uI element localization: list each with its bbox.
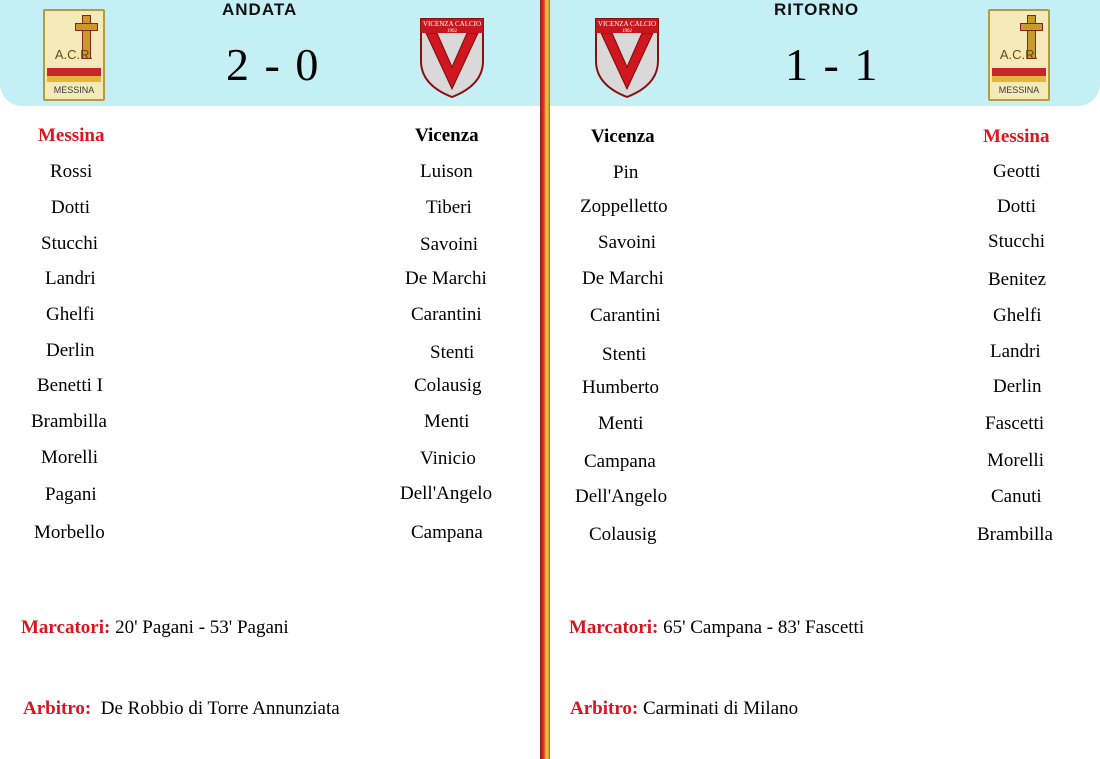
ritorno-home-player: Humberto — [582, 377, 660, 398]
ritorno-away-player: Stucchi — [988, 231, 1045, 252]
andata-home-player: Rossi — [50, 161, 93, 182]
andata-home-player: Morelli — [41, 447, 98, 468]
ritorno-home-player: De Marchi — [582, 268, 664, 289]
ritorno-away-player: Fascetti — [985, 413, 1045, 434]
andata-home-player: Dotti — [51, 197, 91, 218]
andata-home-player: Brambilla — [31, 411, 107, 432]
andata-away-player: De Marchi — [405, 268, 487, 289]
ritorno-referee — [570, 698, 798, 720]
andata-referee-value: De Robbio di Torre Annunziata — [100, 698, 340, 719]
andata-away-team: Vicenza — [415, 125, 479, 146]
svg-text:VICENZA CALCIO: VICENZA CALCIO — [422, 20, 482, 28]
andata-home-player: Morbello — [34, 522, 105, 543]
andata-scorers-label: Marcatori: — [21, 617, 111, 638]
andata-home-player: Stucchi — [41, 233, 98, 254]
vicenza-calcio-crest-icon — [417, 15, 487, 99]
andata-referee-label: Arbitro: — [23, 698, 92, 719]
ritorno-away-player: Dotti — [997, 196, 1037, 217]
andata-away-player: Tiberi — [426, 197, 472, 218]
ritorno-home-player: Stenti — [602, 344, 647, 365]
andata-scorers-value: 20' Pagani - 53' Pagani — [115, 617, 289, 638]
andata-label: ANDATA — [222, 0, 298, 19]
andata-away-player: Menti — [424, 411, 470, 432]
andata-scorers — [21, 617, 289, 639]
ritorno-home-player: Pin — [613, 162, 639, 183]
ritorno-away-player: Landri — [990, 341, 1041, 362]
ritorno-home-player: Colausig — [589, 524, 657, 545]
ritorno-away-player: Brambilla — [977, 524, 1053, 545]
ritorno-away-player: Canuti — [991, 486, 1042, 507]
ritorno-home-player: Savoini — [598, 232, 657, 253]
ritorno-home-player: Carantini — [590, 305, 661, 326]
andata-away-player: Colausig — [414, 375, 482, 396]
ritorno-scorers — [569, 617, 864, 639]
ritorno-away-player: Morelli — [987, 450, 1044, 471]
ritorno-away-player: Benitez — [988, 269, 1047, 290]
ritorno-referee-value: Carminati di Milano — [643, 698, 799, 719]
svg-text:VICENZA CALCIO: VICENZA CALCIO — [597, 20, 657, 28]
andata-home-player: Benetti I — [37, 375, 103, 396]
svg-text:1902: 1902 — [447, 29, 457, 34]
ritorno-scorers-label: Marcatori: — [569, 617, 659, 638]
andata-away-player: Luison — [420, 161, 473, 182]
center-divider — [540, 0, 550, 759]
andata-home-player: Landri — [45, 268, 96, 289]
andata-referee — [23, 698, 340, 720]
vicenza-calcio-crest-icon — [592, 15, 662, 99]
ritorno-away-player: Geotti — [993, 161, 1041, 182]
andata-away-player: Vinicio — [420, 448, 476, 469]
andata-away-player: Stenti — [430, 342, 475, 363]
ritorno-away-player: Derlin — [993, 376, 1042, 397]
andata-away-player: Savoini — [420, 234, 479, 255]
ritorno-home-player: Dell'Angelo — [575, 486, 668, 507]
acr-messina-crest-icon: A.C.R. MESSINA — [988, 9, 1050, 101]
andata-home-player: Derlin — [46, 340, 95, 361]
svg-text:1902: 1902 — [622, 29, 632, 34]
ritorno-referee-label: Arbitro: — [570, 698, 639, 719]
andata-home-player: Ghelfi — [46, 304, 95, 325]
ritorno-home-team: Vicenza — [591, 126, 655, 147]
header-band — [0, 0, 1100, 106]
ritorno-away-team: Messina — [983, 126, 1050, 147]
andata-away-player: Dell'Angelo — [400, 483, 493, 504]
ritorno-label: RITORNO — [774, 0, 860, 19]
ritorno-scorers-value: 65' Campana - 83' Fascetti — [663, 617, 865, 638]
ritorno-home-player: Menti — [598, 413, 644, 434]
andata-home-player: Pagani — [45, 484, 97, 505]
ritorno-away-player: Ghelfi — [993, 305, 1042, 326]
andata-away-player: Campana — [411, 522, 483, 543]
andata-score: 2 - 0 — [226, 39, 321, 90]
ritorno-home-player: Campana — [584, 451, 656, 472]
acr-messina-crest-icon: A.C.R. MESSINA — [43, 9, 105, 101]
ritorno-home-player: Zoppelletto — [580, 196, 668, 217]
ritorno-score: 1 - 1 — [785, 39, 880, 90]
andata-home-team: Messina — [38, 125, 105, 146]
andata-away-player: Carantini — [411, 304, 482, 325]
